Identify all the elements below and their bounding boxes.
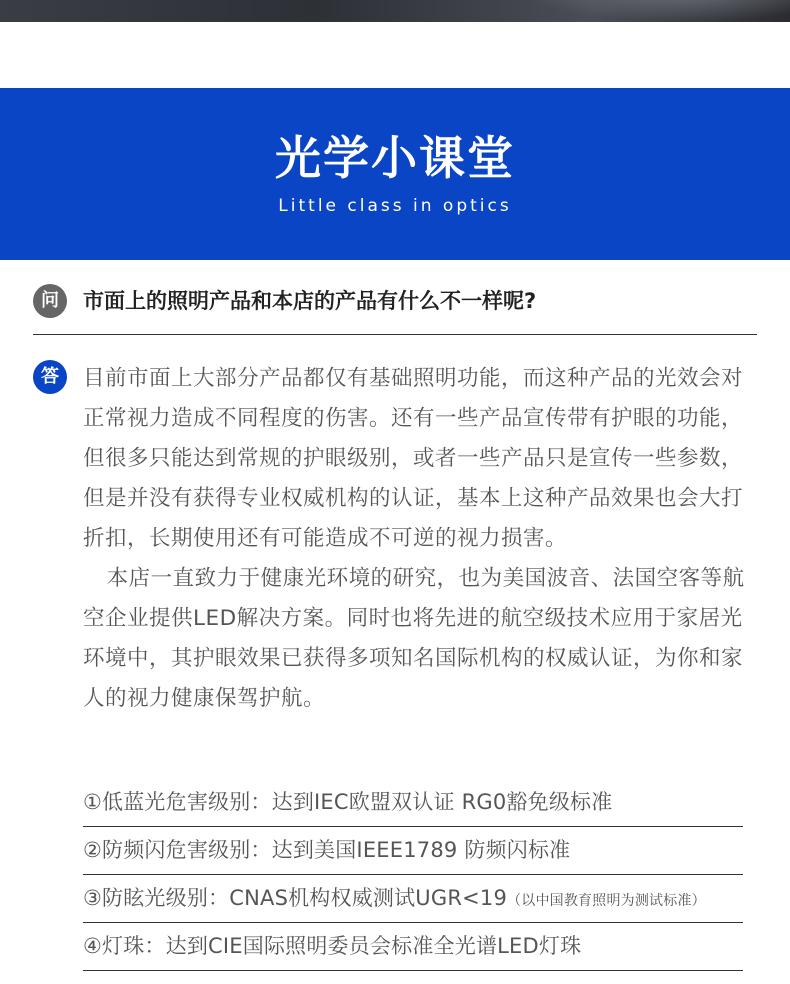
feature-item xyxy=(83,876,743,923)
feature-text: ③防眩光级别：CNAS机构权威测试UGR<19 xyxy=(83,886,508,910)
feature-text: ①低蓝光危害级别：达到IEC欧盟双认证 RG0豁免级标准 xyxy=(83,790,613,814)
top-photo-strip xyxy=(0,0,790,22)
feature-list xyxy=(83,780,743,971)
feature-note: （以中国教育照明为测试标准） xyxy=(507,893,706,909)
question-badge: 问 xyxy=(33,284,67,318)
banner-subtitle: Little class in optics xyxy=(278,196,512,216)
answer-body xyxy=(83,359,758,719)
feature-text: ②防频闪危害级别：达到美国IEEE1789 防频闪标准 xyxy=(83,838,571,862)
answer-badge: 答 xyxy=(33,360,67,394)
question-row xyxy=(33,282,757,335)
feature-text: ④灯珠：达到CIE国际照明委员会标准全光谱LED灯珠 xyxy=(83,934,582,958)
answer-paragraph: 目前市面上大部分产品都仅有基础照明功能，而这种产品的光效会对正常视力造成不同程度的伤害。还有一些产品宣传带有护眼的功能，但很多只能达到常规的护眼级别，或者一些产品只是宣传一些参数，但是并没有获得专业权威机构的认证，基本上这种产品效果也会大打折扣，长期使用还有可能造成不可逆的视力损害。 xyxy=(83,366,744,551)
question-text: 市面上的照明产品和本店的产品有什么不一样呢? xyxy=(83,289,537,313)
section-banner xyxy=(0,88,790,260)
feature-item xyxy=(83,924,743,971)
feature-item xyxy=(83,828,743,875)
feature-item xyxy=(83,780,743,827)
answer-paragraph: 本店一直致力于健康光环境的研究，也为美国波音、法国空客等航空企业提供LED解决方案。同时也将先进的航空级技术应用于家居光环境中，其护眼效果已获得多项知名国际机构的权威认证，为你和家人的视力健康保驾护航。 xyxy=(83,566,745,711)
banner-title: 光学小课堂 xyxy=(275,131,515,185)
